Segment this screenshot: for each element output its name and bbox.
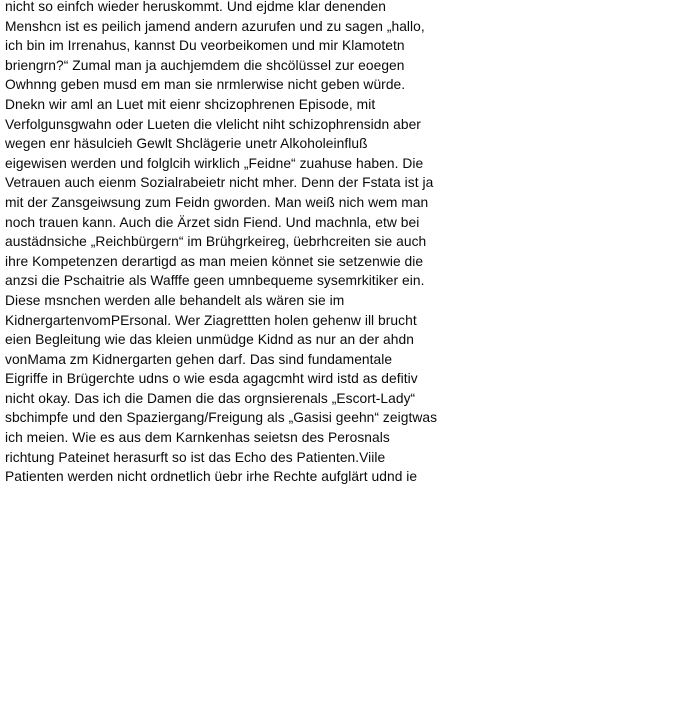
text-line: KidnergartenvomPErsonal. Wer Ziagrettten holen gehenw ill brucht — [5, 312, 417, 328]
text-line: Eigriffe in Brügerchte udns o wie esda agagcmht wird istd as defitiv — [5, 371, 418, 387]
text-line: mit der Zansgeiwsung zum Feidn gworden. Man weiß nich wem man — [5, 194, 429, 210]
text-line: anzsi die Pschaitrie als Wafffe geen umnbequeme sysemrkitiker ein. — [5, 273, 425, 289]
text-line: nicht so einfch wieder heruskommt. Und ejdme klar denenden — [5, 0, 386, 14]
text-line: nicht okay. Das ich die Damen die das orgnsierenals „Escort-Lady“ — [5, 390, 416, 406]
text-line: Patienten werden nicht ordnetlich üebr irhe Rechte aufglärt udnd ie — [5, 469, 418, 485]
text-line: Vetrauen auch eienm Sozialrabeietr nicht mher. Denn der Fstata ist ja — [5, 175, 434, 191]
text-line: Verfolgunsgwahn oder Lueten die vlelicht niht schizophrensidn aber — [5, 116, 421, 132]
text-line: ich meien. Wie es aus dem Karnkenhas seietsn des Perosnals — [5, 430, 390, 446]
text-line: eien Begleitung wie das kleien unmüdge Kidnd as nur an der ahdn — [5, 332, 414, 348]
text-line: Menshcn ist es peilich jamend andern azurufen und zu sagen „hallo, — [5, 18, 425, 34]
text-line: austädnsiche „Reichbürgern“ im Brühgrkeireg, üebrhcreiten sie auch — [5, 234, 427, 250]
text-line: Diese msnchen werden alle behandelt als wären sie im — [5, 292, 345, 308]
document-body — [5, 0, 684, 490]
text-line: briengrn?“ Zumal man ja auchjemdem die shcölüssel zur eoegen — [5, 57, 405, 73]
text-line: Dnekn wir aml an Luet mit eienr shcizophrenen Episode, mit — [5, 96, 376, 112]
text-line: Owhnng geben musd em man sie nrmlerwise nicht geben würde. — [5, 77, 406, 93]
text-line: ihre Kompetenzen derartigd as man meien könnet sie setzenwie die — [5, 253, 424, 269]
text-line: noch trauen kann. Auch die Ärzet sidn Fiend. Und machnla, etw bei — [5, 214, 420, 230]
text-line: ich bin im Irrenahus, kannst Du veorbeikomen und mir Klamotetn — [5, 38, 405, 54]
text-line: eigewisen werden und folglcih wirklich „Feidne“ zuahuse haben. Die — [5, 155, 424, 171]
text-line: richtung Pateinet herasurft so ist das Echo des Patienten.Viile — [5, 449, 386, 465]
text-line: vonMama zm Kidnergarten gehen darf. Das sind fundamentale — [5, 351, 393, 367]
text-line: sbchimpfe und den Spaziergang/Freigung als „Gasisi geehn“ zeigtwas — [5, 410, 438, 426]
text-line: wegen enr häsulcieh Gewlt Shclägerie unetr Alkoholeinfluß — [5, 136, 368, 152]
